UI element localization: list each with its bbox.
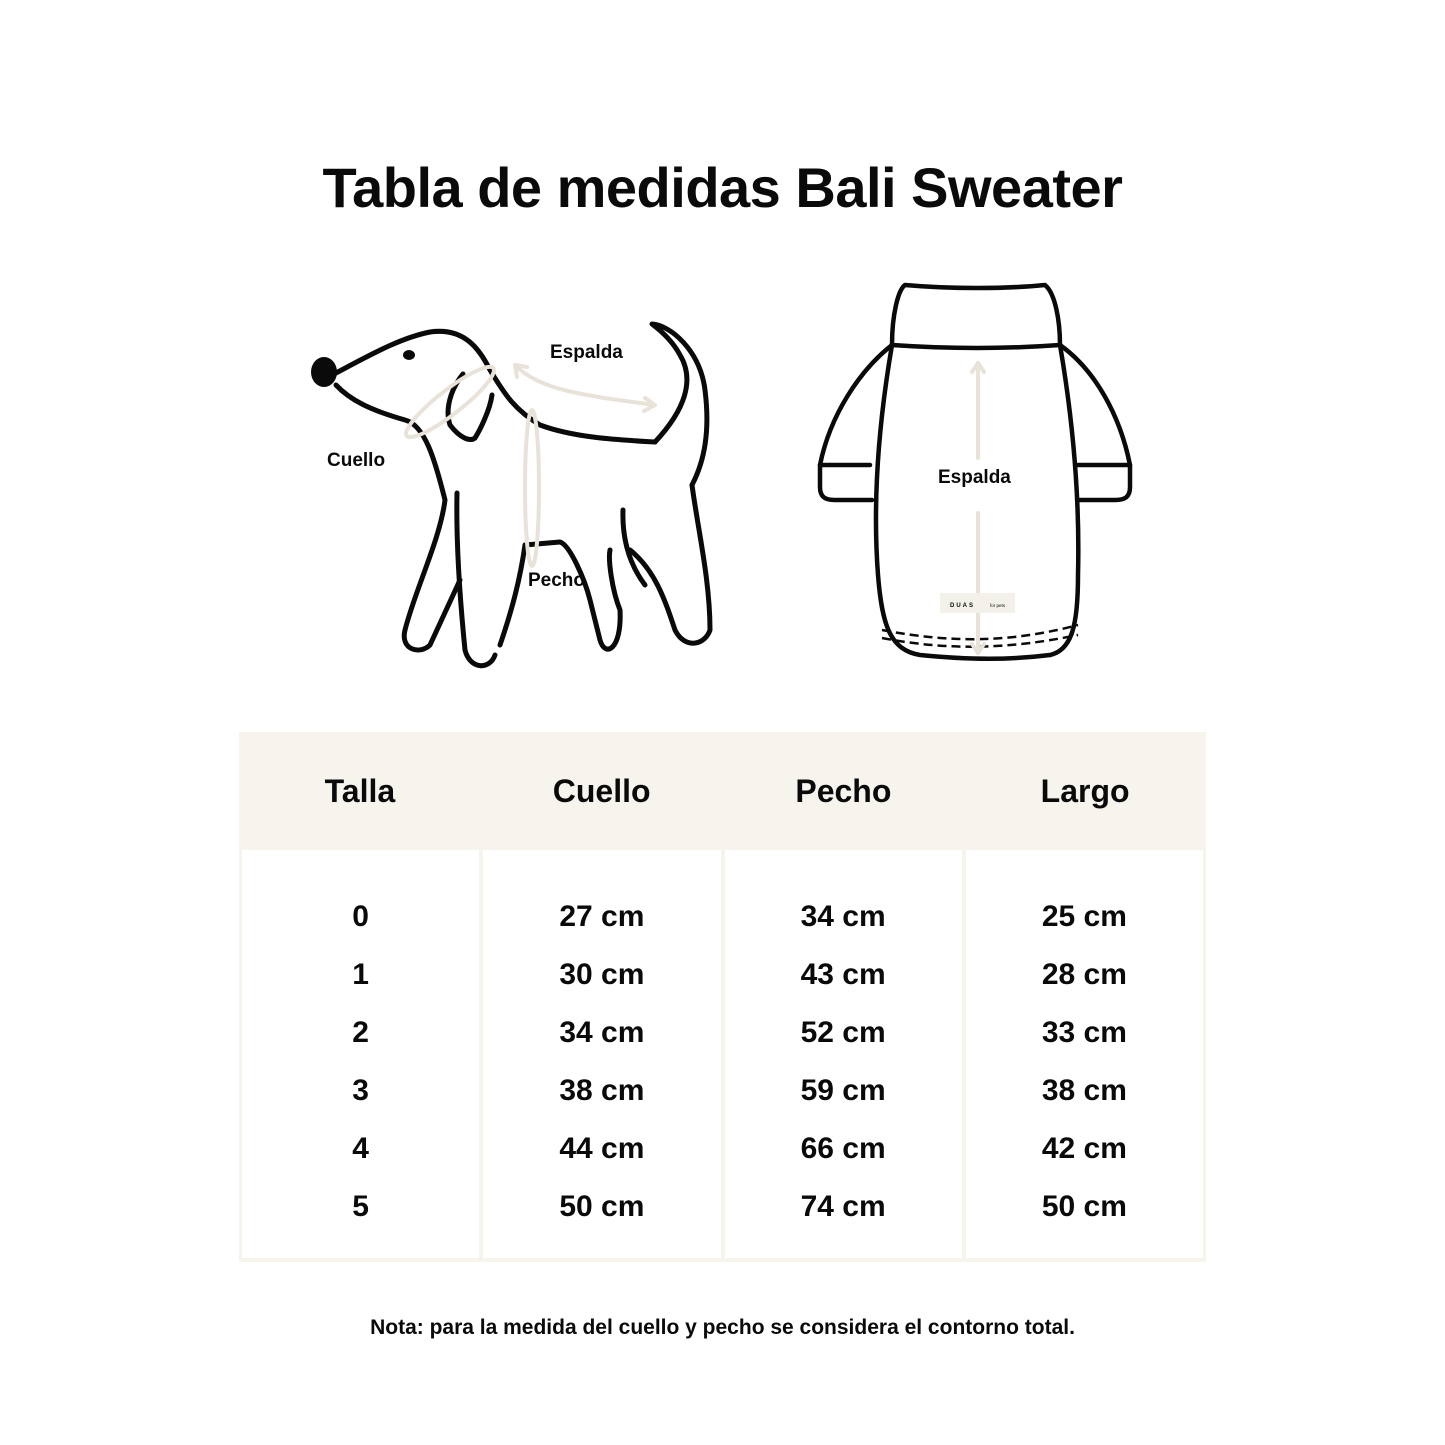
table-header (239, 732, 1206, 850)
brand-tag-sub: for pets (990, 603, 1006, 608)
cell-cuello: 50 cm (559, 1190, 645, 1223)
cell-cuello: 44 cm (559, 1132, 645, 1165)
label-pecho: Pecho (528, 570, 586, 591)
header-cuello: Cuello (552, 772, 651, 809)
column-talla (242, 850, 479, 1258)
footnote: Nota: para la medida del cuello y pecho se considera el contorno total. (370, 1316, 1075, 1339)
cell-pecho: 34 cm (800, 900, 886, 933)
header-largo: Largo (1040, 772, 1130, 809)
label-espalda: Espalda (550, 342, 623, 363)
dog-eye-icon (403, 350, 415, 360)
dog-outline-icon (300, 310, 730, 680)
cell-largo: 42 cm (1041, 1132, 1127, 1165)
sweater-diagram (810, 275, 1145, 665)
cell-talla: 0 (352, 900, 369, 933)
column-cuello (483, 850, 720, 1258)
dog-diagram (300, 310, 730, 680)
header-talla: Talla (324, 772, 396, 809)
page-title: Tabla de medidas Bali Sweater (322, 156, 1123, 219)
cell-largo: 50 cm (1041, 1190, 1127, 1223)
header-pecho: Pecho (795, 772, 892, 809)
cell-pecho: 74 cm (800, 1190, 886, 1223)
cell-talla: 2 (352, 1016, 369, 1049)
cell-cuello: 38 cm (559, 1074, 645, 1107)
cell-pecho: 66 cm (800, 1132, 886, 1165)
back-measure-arrow (515, 365, 655, 405)
cell-talla: 1 (352, 958, 369, 991)
column-pecho (725, 850, 962, 1258)
cell-cuello: 34 cm (559, 1016, 645, 1049)
label-cuello: Cuello (327, 450, 386, 471)
cell-cuello: 27 cm (559, 900, 645, 933)
cell-largo: 33 cm (1041, 1016, 1127, 1049)
cell-pecho: 59 cm (800, 1074, 886, 1107)
table-body (242, 850, 1203, 1258)
cell-largo: 28 cm (1041, 958, 1127, 991)
cell-pecho: 52 cm (800, 1016, 886, 1049)
label-sweater-espalda: Espalda (938, 467, 1011, 488)
size-table (239, 732, 1206, 1262)
cell-largo: 38 cm (1041, 1074, 1127, 1107)
cell-talla: 3 (352, 1074, 369, 1107)
brand-tag-text: DUAS (950, 603, 976, 609)
dog-nose-icon (311, 357, 337, 387)
cell-pecho: 43 cm (800, 958, 886, 991)
cell-largo: 25 cm (1041, 900, 1127, 933)
column-largo (966, 850, 1203, 1258)
cell-cuello: 30 cm (559, 958, 645, 991)
cell-talla: 5 (352, 1190, 369, 1223)
cell-talla: 4 (352, 1132, 369, 1165)
